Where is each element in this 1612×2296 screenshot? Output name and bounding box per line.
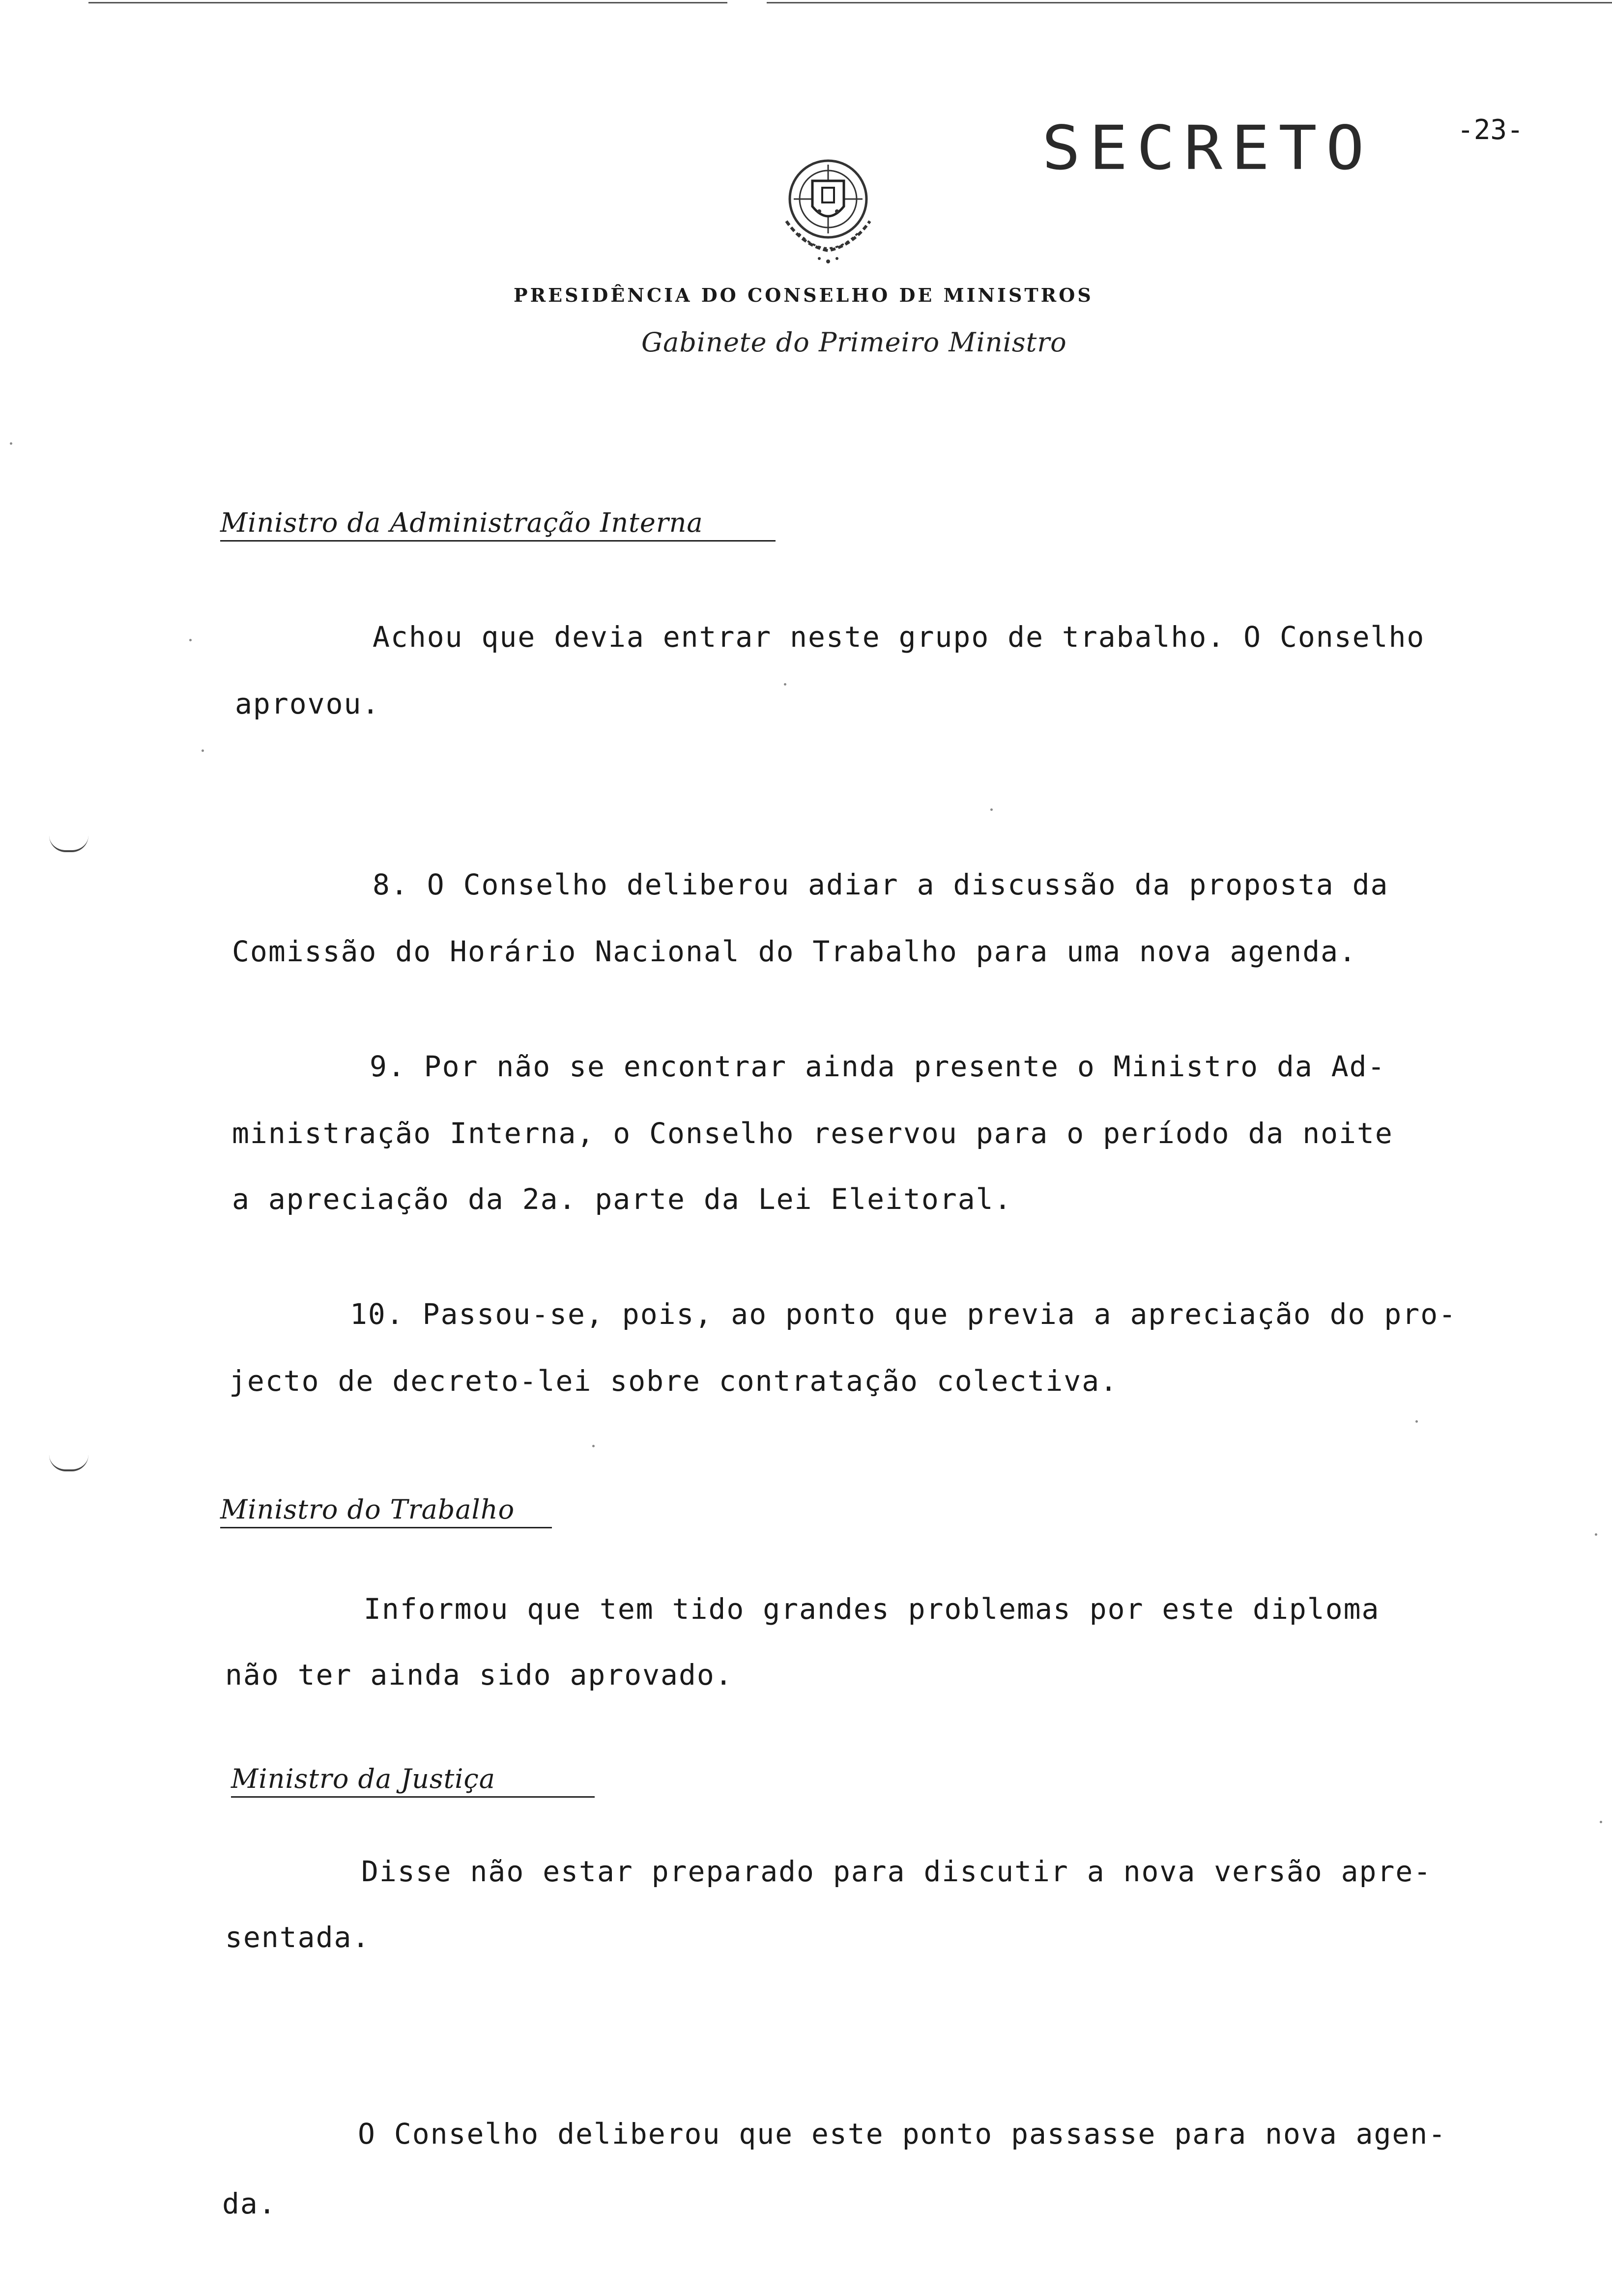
scan-speck (202, 749, 204, 752)
scan-speck (990, 808, 993, 811)
item-9-line: ministração Interna, o Conselho reservou para o período da noite (232, 1117, 1393, 1150)
item-8-line: Comissão do Horário Nacional do Trabalho para uma nova agenda. (232, 935, 1357, 968)
scan-speck (1415, 1420, 1418, 1423)
margin-scan-mark (49, 835, 88, 852)
scan-speck (189, 639, 192, 641)
section-heading-justica: Ministro da Justiça (231, 1763, 595, 1798)
item-10-line: 10. Passou-se, pois, ao ponto que previa a apreciação do pro- (350, 1297, 1457, 1331)
section-heading-administracao-interna: Ministro da Administração Interna (220, 507, 776, 542)
item-8-line: 8. O Conselho deliberou adiar a discussão da proposta da (373, 868, 1389, 901)
item-10-line: jecto de decreto-lei sobre contratação colectiva. (229, 1364, 1119, 1398)
scan-speck (1595, 1533, 1597, 1536)
paragraph-line: aprovou. (235, 687, 380, 720)
institution-name: PRESIDÊNCIA DO CONSELHO DE MINISTROS (514, 284, 1094, 306)
paragraph-line: Achou que devia entrar neste grupo de trabalho. O Conselho (373, 620, 1425, 654)
scan-edge-line (767, 2, 1612, 3)
scan-edge-line (88, 2, 727, 3)
item-9-line: 9. Por não se encontrar ainda presente o Ministro da Ad- (370, 1050, 1386, 1083)
paragraph-line: Disse não estar preparado para discutir a nova versão apre- (361, 1855, 1432, 1888)
paragraph-line: não ter ainda sido aprovado. (225, 1658, 733, 1692)
scan-speck (10, 442, 12, 445)
portuguese-coat-of-arms-icon (764, 147, 892, 270)
page-number: -23- (1457, 114, 1524, 146)
item-9-line: a apreciação da 2a. parte da Lei Eleitoral. (232, 1182, 1012, 1216)
paragraph-line: Informou que tem tido grandes problemas por este diploma (364, 1592, 1380, 1626)
classification-stamp: SECRETO (1042, 112, 1373, 184)
office-name: Gabinete do Primeiro Ministro (641, 327, 1067, 358)
scan-speck (592, 1445, 595, 1447)
section-heading-trabalho: Ministro do Trabalho (220, 1494, 552, 1528)
margin-scan-mark (49, 1455, 88, 1471)
paragraph-line: sentada. (225, 1921, 371, 1954)
scan-speck (784, 683, 786, 686)
scan-speck (1600, 1821, 1602, 1823)
paragraph-line: da. (222, 2187, 277, 2220)
paragraph-line: O Conselho deliberou que este ponto passasse para nova agen- (358, 2117, 1447, 2151)
